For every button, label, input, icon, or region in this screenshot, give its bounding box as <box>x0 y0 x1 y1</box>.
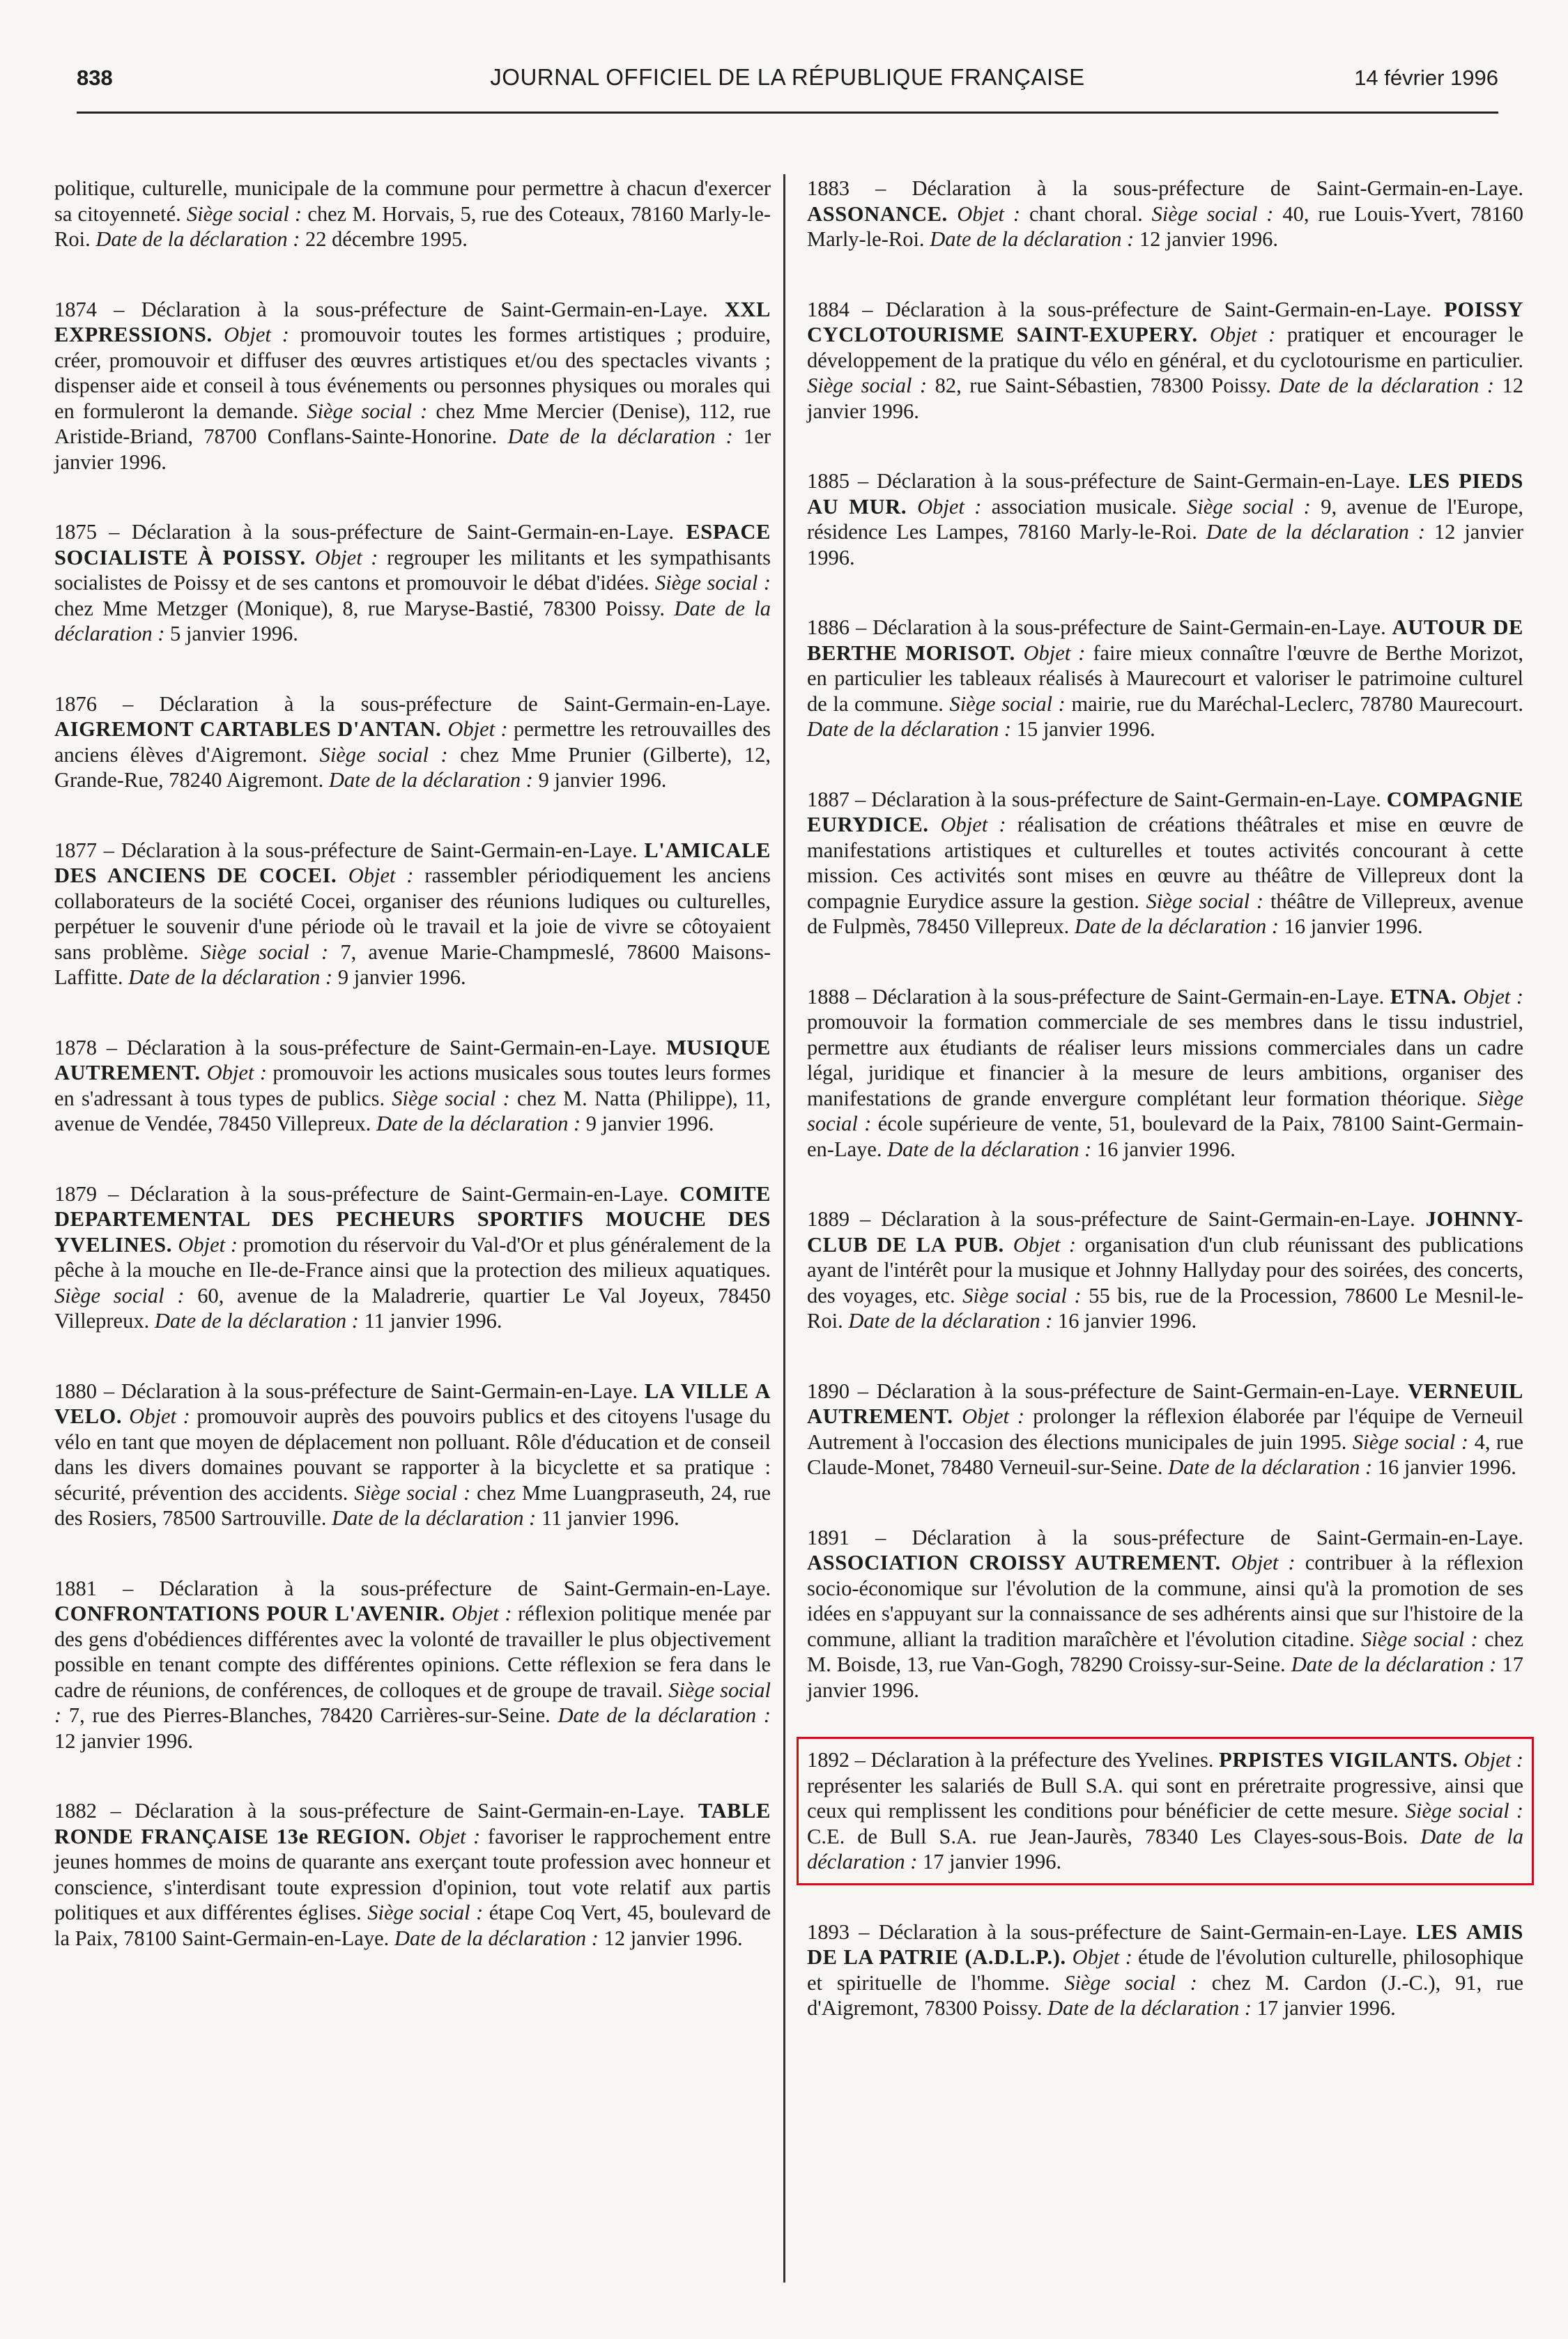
date-label: Date de la déclaration : <box>1168 1455 1378 1479</box>
entry-prefix: 1887 – Déclaration à la sous-préfecture de Saint-Germain-en-Laye. <box>807 787 1387 811</box>
date-value: 17 janvier 1996. <box>807 1652 1523 1702</box>
journal-title: JOURNAL OFFICIEL DE LA RÉPUBLIQUE FRANÇAISE <box>490 64 1085 90</box>
declaration-entry <box>807 1206 1523 1334</box>
header-rule <box>77 112 1498 114</box>
date-label: Date de la déclaration : <box>376 1112 586 1135</box>
siege-value: 4, rue Claude-Monet, 78480 Verneuil-sur-Seine. <box>807 1429 1523 1479</box>
siege-value: 82, rue Saint-Sébastien, 78300 Poissy. <box>935 374 1279 397</box>
objet-label: Objet : <box>1231 1551 1305 1574</box>
declaration-entry <box>807 176 1523 252</box>
date-value: 11 janvier 1996. <box>364 1309 502 1333</box>
column-divider <box>783 174 785 2283</box>
objet-value: contribuer à la réflexion socio-économique sur l'évolution de la commune, ainsi qu'à la promotion de ses idées en s'appuyant sur la connaissance de ses adhérents ainsi que sur l'histoire de la commune, alliant la tradition maraîchère et l'évolution citadine. <box>807 1551 1523 1651</box>
objet-value: association musicale. <box>991 494 1187 519</box>
objet-value: organisation d'un club réunissant des publications ayant de l'intérêt pour la musique et Johnny Hallyday pour des soirées, des concerts, des voyages, etc. <box>807 1232 1523 1307</box>
declaration-entry <box>807 1525 1523 1703</box>
association-name: ESPACE SOCIALISTE À POISSY. <box>54 520 771 569</box>
siege-value: chez Mme Luangpraseuth, 24, rue des Rosiers, 78500 Sartrouville. <box>54 1480 771 1530</box>
siege-label: Siège social : <box>319 742 461 767</box>
siege-label: Siège social : <box>367 1901 489 1924</box>
objet-value: étude de l'évolution culturelle, philosophique et spirituelle de l'homme. <box>807 1945 1524 1995</box>
association-name: XXL EXPRESSIONS. <box>54 297 771 346</box>
objet-label: Objet : <box>940 813 1017 836</box>
objet-label: Objet : <box>224 323 300 346</box>
association-name: AUTOUR DE BERTHE MORISOT. <box>807 615 1523 665</box>
siege-value: mairie, rue du Maréchal-Leclerc, 78780 Maurecourt. <box>1071 691 1523 716</box>
declaration-entry <box>807 615 1523 742</box>
objet-value: chant choral. <box>1029 201 1152 226</box>
objet-label: Objet : <box>1072 1945 1139 1969</box>
date-label: Date de la déclaration : <box>887 1137 1097 1161</box>
declaration-entry <box>54 1379 771 1531</box>
date-label: Date de la déclaration : <box>558 1703 771 1727</box>
date-value: 12 janvier 1996. <box>1139 227 1278 251</box>
entry-prefix: 1886 – Déclaration à la sous-préfecture de Saint-Germain-en-Laye. <box>807 615 1392 639</box>
date-value: 12 janvier 1996. <box>807 374 1524 423</box>
association-name: LA VILLE A VELO. <box>54 1379 771 1428</box>
objet-label: Objet : <box>1463 1748 1524 1772</box>
siege-label: Siège social : <box>307 399 436 423</box>
date-value: 9 janvier 1996. <box>585 1112 714 1135</box>
date-label: Date de la déclaration : <box>807 717 1017 741</box>
siege-value: chez M. Horvais, 5, rue des Coteaux, 78160 Marly-le-Roi. <box>54 201 771 251</box>
objet-label: Objet : <box>348 864 425 887</box>
objet-value: représenter les salariés de Bull S.A. qui sont en préretraite progressive, ainsi que ceux qui remplissent les conditions pour bénéficier de cette mesure. <box>807 1773 1523 1823</box>
entry-prefix: 1885 – Déclaration à la sous-préfecture de Saint-Germain-en-Laye. <box>807 469 1409 493</box>
entry-prefix: 1888 – Déclaration à la sous-préfecture de Saint-Germain-en-Laye. <box>807 984 1390 1009</box>
date-label: Date de la déclaration : <box>1074 914 1284 938</box>
siege-label: Siège social : <box>1352 1429 1475 1454</box>
siege-value: étape Coq Vert, 45, boulevard de la Paix, 78100 Saint-Germain-en-Laye. <box>54 1901 771 1950</box>
association-name: JOHNNY-CLUB DE LA PUB. <box>807 1207 1523 1257</box>
entry-prefix: 1883 – Déclaration à la sous-préfecture de Saint-Germain-en-Laye. <box>807 176 1523 200</box>
date-label: Date de la déclaration : <box>1291 1652 1502 1676</box>
entry-prefix: 1890 – Déclaration à la sous-préfecture de Saint-Germain-en-Laye. <box>807 1379 1408 1403</box>
association-name: LES PIEDS AU MUR. <box>807 469 1523 519</box>
siege-value: chez Mme Prunier (Gilberte), 12, Grande-Rue, 78240 Aigremont. <box>54 742 771 792</box>
left-column <box>54 176 771 1995</box>
association-name: POISSY CYCLOTOURISME SAINT-EXUPERY. <box>807 297 1523 346</box>
right-column <box>807 176 1523 2066</box>
declaration-entry <box>54 176 771 252</box>
siege-label: Siège social : <box>949 691 1072 716</box>
entry-continuation: politique, culturelle, municipale de la commune pour permettre à chacun d'exercer sa citoyenneté. <box>54 176 771 226</box>
siege-value: chez M. Cardon (J.-C.), 91, rue d'Aigremont, 78300 Poissy. <box>807 1970 1523 2020</box>
entry-prefix: 1876 – Déclaration à la sous-préfecture de Saint-Germain-en-Laye. <box>54 691 771 716</box>
objet-value: réflexion politique menée par des gens d'obédiences différentes avec la volonté de travailler le plus objectivement possible en tenant compte des différentes opinions. Cette réflexion se fera dans le cadre de réunions, de conférences, de colloques et de groupe de travail. <box>54 1602 771 1702</box>
objet-value: permettre les retrouvailles des anciens élèves d'Aigremont. <box>54 717 771 767</box>
date-label: Date de la déclaration : <box>128 965 338 989</box>
siege-value: chez M. Natta (Philippe), 11, avenue de Vendée, 78450 Villepreux. <box>54 1086 771 1135</box>
date-value: 9 janvier 1996. <box>538 768 667 792</box>
objet-label: Objet : <box>129 1404 197 1428</box>
siege-label: Siège social : <box>654 571 771 595</box>
objet-value: regrouper les militants et les sympathisants socialistes de Poissy et de ses cantons et promouvoir le débat d'idées. <box>54 545 771 595</box>
date-value: 16 janvier 1996. <box>1058 1309 1197 1333</box>
siege-label: Siège social : <box>186 201 308 226</box>
siege-label: Siège social : <box>54 1678 771 1727</box>
date-label: Date de la déclaration : <box>154 1309 364 1333</box>
page-header <box>77 60 1498 102</box>
declaration-entry-highlighted <box>807 1747 1523 1875</box>
entry-prefix: 1891 – Déclaration à la sous-préfecture de Saint-Germain-en-Laye. <box>807 1525 1523 1549</box>
declaration-entry <box>54 1798 771 1951</box>
association-name: ASSOCIATION CROISSY AUTREMENT. <box>807 1551 1231 1574</box>
entry-prefix: 1893 – Déclaration à la sous-préfecture de Saint-Germain-en-Laye. <box>807 1919 1417 1944</box>
siege-label: Siège social : <box>354 1480 477 1505</box>
date-value: 12 janvier 1996. <box>54 1728 194 1753</box>
date-label: Date de la déclaration : <box>930 227 1139 251</box>
association-name: ETNA. <box>1390 984 1463 1009</box>
siege-label: Siège social : <box>1361 1627 1485 1651</box>
entry-prefix: 1878 – Déclaration à la sous-préfecture de Saint-Germain-en-Laye. <box>54 1035 667 1059</box>
date-label: Date de la déclaration : <box>394 1926 604 1950</box>
declaration-entry <box>807 1379 1523 1480</box>
objet-label: Objet : <box>917 494 992 519</box>
declaration-entry <box>807 1919 1523 2021</box>
declaration-entry <box>54 1181 771 1334</box>
objet-label: Objet : <box>1463 984 1524 1009</box>
date-label: Date de la déclaration : <box>1047 1996 1257 2020</box>
date-value: 22 décembre 1995. <box>305 227 468 251</box>
objet-value: pratiquer et encourager le développement de la pratique du vélo en général, et du cyclotourisme en particulier. <box>807 323 1523 372</box>
declaration-entry <box>54 519 771 647</box>
date-label: Date de la déclaration : <box>1279 374 1502 397</box>
siege-label: Siège social : <box>1187 494 1321 519</box>
date-value: 16 janvier 1996. <box>1284 914 1423 938</box>
date-label: Date de la déclaration : <box>507 424 744 448</box>
association-name: TABLE RONDE FRANÇAISE 13e REGION. <box>54 1799 771 1848</box>
date-value: 11 janvier 1996. <box>541 1506 679 1530</box>
declaration-entry <box>54 838 771 990</box>
entry-prefix: 1875 – Déclaration à la sous-préfecture de Saint-Germain-en-Laye. <box>54 520 686 544</box>
siege-value: 9, avenue de l'Europe, résidence Les Lampes, 78160 Marly-le-Roi. <box>807 494 1523 544</box>
objet-label: Objet : <box>1209 323 1287 346</box>
objet-label: Objet : <box>314 545 387 569</box>
association-name: COMITE DEPARTEMENTAL DES PECHEURS SPORTIFS MOUCHE DES YVELINES. <box>54 1181 771 1257</box>
date-value: 1er janvier 1996. <box>54 424 771 474</box>
siege-value: 7, avenue Marie-Champmeslé, 78600 Maisons-Laffitte. <box>54 940 771 989</box>
entry-prefix: 1889 – Déclaration à la sous-préfecture de Saint-Germain-en-Laye. <box>807 1207 1426 1231</box>
date-label: Date de la déclaration : <box>807 1824 1523 1873</box>
date-value: 17 janvier 1996. <box>923 1850 1062 1873</box>
date-value: 5 janvier 1996. <box>170 622 298 645</box>
objet-label: Objet : <box>418 1824 488 1848</box>
date-value: 9 janvier 1996. <box>337 965 466 989</box>
declaration-entry <box>807 297 1523 424</box>
declaration-entry <box>54 1576 771 1754</box>
objet-value: réalisation de créations théâtrales et mise en œuvre de manifestations artistiques et culturelles et toutes activités concourant à cette mission. Ces activités sont mises en œuvre au théâtre de Villepreux dont la compagnie Eurydice assure la gestion. <box>807 813 1523 913</box>
siege-label: Siège social : <box>1146 889 1270 913</box>
date-value: 16 janvier 1996. <box>1377 1455 1516 1479</box>
association-name: AIGREMONT CARTABLES D'ANTAN. <box>54 717 448 741</box>
objet-value: faire mieux connaître l'œuvre de Berthe Morizot, en particulier les tableaux réalisés à Maurecourt et valoriser le patrimoine culturel de la commune. <box>807 641 1524 716</box>
association-name: L'AMICALE DES ANCIENS DE COCEI. <box>54 838 771 887</box>
siege-value: chez Mme Metzger (Monique), 8, rue Maryse-Bastié, 78300 Poissy. <box>54 596 675 620</box>
page-number: 838 <box>77 66 113 90</box>
objet-label: Objet : <box>447 717 514 741</box>
siege-value: 40, rue Louis-Yvert, 78160 Marly-le-Roi. <box>807 201 1523 251</box>
entry-prefix: 1879 – Déclaration à la sous-préfecture de Saint-Germain-en-Laye. <box>54 1181 680 1206</box>
association-name: CONFRONTATIONS POUR L'AVENIR. <box>54 1602 452 1625</box>
date-label: Date de la déclaration : <box>1206 520 1434 544</box>
declaration-entry <box>54 1035 771 1137</box>
siege-value: théâtre de Villepreux, avenue de Fulpmès, 78450 Villepreux. <box>807 889 1523 938</box>
association-name: PRPISTES VIGILANTS. <box>1219 1748 1464 1772</box>
objet-value: promouvoir les actions musicales sous toutes leurs formes en s'adressant à tous types de publics. <box>54 1061 771 1110</box>
siege-value: chez M. Boisde, 13, rue Van-Gogh, 78290 Croissy-sur-Seine. <box>807 1627 1524 1676</box>
date-label: Date de la déclaration : <box>848 1309 1059 1333</box>
entry-prefix: 1877 – Déclaration à la sous-préfecture de Saint-Germain-en-Laye. <box>54 838 645 862</box>
objet-value: promotion du réservoir du Val-d'Or et plus généralement de la pêche à la mouche en Ile-de-France ainsi que la protection des milieux aquatiques. <box>54 1232 771 1282</box>
siege-label: Siège social : <box>962 1283 1089 1307</box>
date-label: Date de la déclaration : <box>95 227 306 251</box>
declaration-entry <box>807 787 1523 940</box>
issue-date: 14 février 1996 <box>1354 66 1498 90</box>
siege-value: école supérieure de vente, 51, boulevard de la Paix, 78100 Saint-Germain-en-Laye. <box>807 1112 1523 1161</box>
siege-label: Siège social : <box>807 374 935 397</box>
objet-label: Objet : <box>206 1061 273 1084</box>
entry-prefix: 1892 – Déclaration à la préfecture des Yvelines. <box>807 1748 1220 1772</box>
siege-label: Siège social : <box>1405 1799 1523 1823</box>
date-label: Date de la déclaration : <box>332 1506 541 1530</box>
declaration-entry <box>54 691 771 793</box>
objet-value: promouvoir toutes les formes artistiques ; produire, créer, promouvoir et diffuser des œuvres artistiques et/ou des spectacles vivants ; dispenser aide et conseil à tous événements ou personnes physiques ou morales qui en formuleront la demande. <box>54 323 771 423</box>
association-name: ASSONANCE. <box>807 201 958 226</box>
date-value: 15 janvier 1996. <box>1016 717 1155 741</box>
declaration-entry <box>54 297 771 475</box>
objet-value: promouvoir auprès des pouvoirs publics et des citoyens l'usage du vélo en tant que moyen de déplacement non polluant. Rôle d'éducation et de conseil dans les divers domaines pouvant se rapporter à la bicyclette et sa pratique : sécurité, prévention des accidents. <box>54 1404 771 1505</box>
date-value: 16 janvier 1996. <box>1096 1137 1236 1161</box>
siege-value: chez Mme Mercier (Denise), 112, rue Aristide-Briand, 78700 Conflans-Sainte-Honorine. <box>54 399 771 448</box>
association-name: MUSIQUE AUTREMENT. <box>54 1035 771 1084</box>
objet-value: favoriser le rapprochement entre jeunes hommes de moins de quarante ans exerçant toute profession avec honneur et conscience, s'interdisant toute expression d'opinion, tout vote relatif aux partis politiques et aux différentes églises. <box>54 1824 771 1924</box>
siege-label: Siège social : <box>1151 201 1283 226</box>
objet-value: promouvoir la formation commerciale de ses membres dans le tissu industriel, permettre aux étudiants de réaliser leurs missions commerciales dans un cadre légal, juridique et financier à la mesure de leurs ambitions, organiser des manifestations de grande envergure complétant leur formation théorique. <box>807 1010 1523 1110</box>
entry-prefix: 1884 – Déclaration à la sous-préfecture de Saint-Germain-en-Laye. <box>807 297 1445 321</box>
siege-value: 60, avenue de la Maladrerie, quartier Le Val Joyeux, 78450 Villepreux. <box>54 1283 771 1333</box>
objet-label: Objet : <box>962 1404 1033 1428</box>
siege-value: 55 bis, rue de la Procession, 78600 Le Mesnil-le-Roi. <box>807 1283 1523 1333</box>
declaration-entry <box>807 468 1523 570</box>
declaration-entry <box>807 984 1523 1163</box>
siege-value: 7, rue des Pierres-Blanches, 78420 Carrières-sur-Seine. <box>68 1703 558 1727</box>
entry-prefix: 1874 – Déclaration à la sous-préfecture de Saint-Germain-en-Laye. <box>54 297 725 321</box>
date-value: 17 janvier 1996. <box>1256 1996 1396 2020</box>
objet-label: Objet : <box>1023 641 1093 665</box>
objet-label: Objet : <box>452 1602 518 1625</box>
association-name: LES AMIS DE LA PATRIE (A.D.L.P.). <box>807 1919 1523 1969</box>
siege-label: Siège social : <box>1064 1970 1212 1995</box>
objet-label: Objet : <box>957 201 1029 226</box>
siege-value: C.E. de Bull S.A. rue Jean-Jaurès, 78340 Les Clayes-sous-Bois. <box>807 1824 1421 1848</box>
siege-label: Siège social : <box>200 940 341 964</box>
objet-label: Objet : <box>1013 1232 1085 1257</box>
siege-label: Siège social : <box>392 1086 517 1110</box>
objet-value: prolonger la réflexion élaborée par l'équipe de Verneuil Autrement à l'occasion des élections municipales de juin 1995. <box>807 1404 1524 1454</box>
association-name: COMPAGNIE EURYDICE. <box>807 787 1523 836</box>
objet-label: Objet : <box>178 1232 243 1257</box>
date-value: 12 janvier 1996. <box>807 520 1524 569</box>
date-label: Date de la déclaration : <box>54 596 771 645</box>
siege-label: Siège social : <box>807 1086 1523 1135</box>
entry-prefix: 1881 – Déclaration à la sous-préfecture de Saint-Germain-en-Laye. <box>54 1576 771 1600</box>
association-name: VERNEUIL AUTREMENT. <box>807 1379 1523 1428</box>
entry-prefix: 1880 – Déclaration à la sous-préfecture de Saint-Germain-en-Laye. <box>54 1379 645 1403</box>
objet-value: rassembler périodiquement les anciens collaborateurs de la société Cocei, organiser des réunions ludiques ou culturelles, perpétuer le souvenir d'une période où le travail et la joie de vivre se côtoyaient sans problème. <box>54 864 771 964</box>
siege-label: Siège social : <box>54 1283 198 1307</box>
date-label: Date de la déclaration : <box>328 768 539 792</box>
date-value: 12 janvier 1996. <box>604 1926 743 1950</box>
entry-prefix: 1882 – Déclaration à la sous-préfecture de Saint-Germain-en-Laye. <box>54 1799 698 1823</box>
